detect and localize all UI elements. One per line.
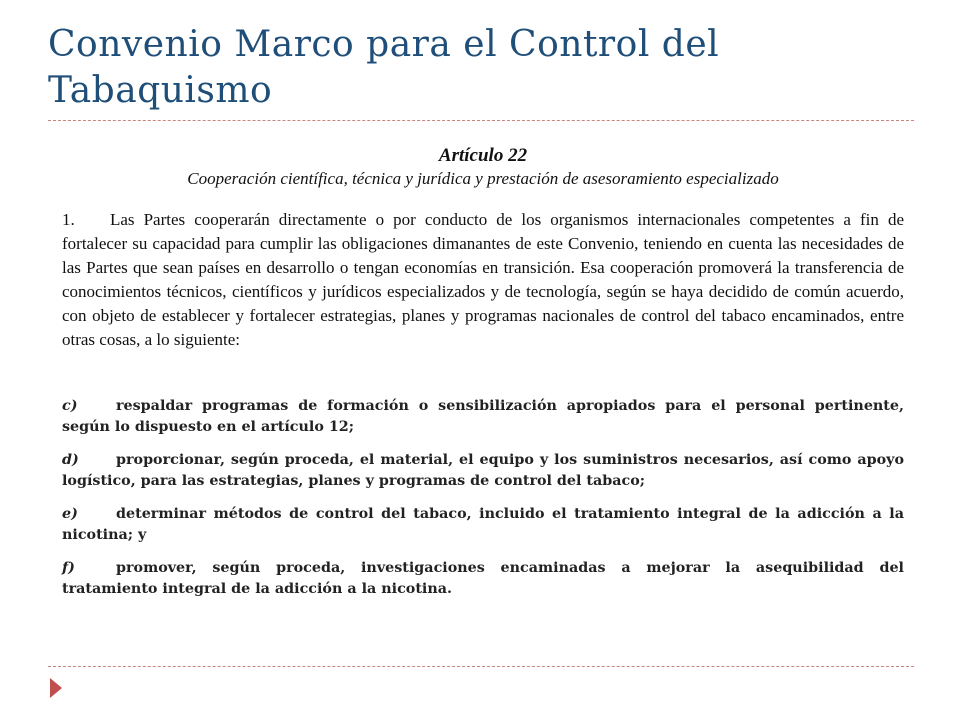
footer-divider — [48, 666, 914, 667]
item-list — [62, 396, 904, 600]
item-letter: d) — [62, 452, 79, 468]
item-letter: e) — [62, 506, 78, 522]
article-subheading: Cooperación científica, técnica y jurídica y prestación de asesoramiento especializado — [187, 169, 779, 188]
triangle-right-icon — [50, 678, 62, 698]
item-text: proporcionar, según proceda, el material, el equipo y los suministros necesarios, así como apoyo logístico, para las estrategias, planes y programas de control del tabaco; — [62, 452, 904, 489]
paragraph-number: 1. — [62, 210, 75, 229]
item-text: promover, según proceda, investigaciones encaminadas a mejorar la asequibilidad del tratamiento integral de la adicción a la nicotina. — [62, 560, 904, 597]
list-item — [62, 504, 904, 546]
item-text: respaldar programas de formación o sensibilización apropiados para el personal pertinente, según lo dispuesto en el artículo 12; — [62, 398, 904, 435]
list-item — [62, 396, 904, 438]
item-letter: c) — [62, 398, 78, 414]
slide-title: Convenio Marco para el Control del Tabaquismo — [48, 24, 720, 111]
article-paragraph — [62, 208, 904, 352]
list-item — [62, 558, 904, 600]
article-heading: Artículo 22 — [438, 145, 528, 166]
article-excerpt — [62, 144, 904, 612]
list-item — [62, 450, 904, 492]
paragraph-text: Las Partes cooperarán directamente o por conducto de los organismos internacionales competentes a fin de fortalecer su capacidad para cumplir las obligaciones dimanantes de este Convenio, teniendo en cuenta las necesidades de las Partes que sean países en desarrollo o tengan economías en transición. Esa cooperación promoverá la transferencia de conocimientos técnicos, científicos y jurídicos especializados y de tecnología, según se haya decidido de común acuerdo, con objeto de establecer y fortalecer estrategias, planes y programas nacionales de control del tabaco encaminados, entre otras cosas, a lo siguiente: — [62, 210, 904, 349]
item-letter: f) — [62, 560, 75, 576]
title-divider — [48, 120, 914, 121]
item-text: determinar métodos de control del tabaco, incluido el tratamiento integral de la adicción a la nicotina; y — [62, 506, 904, 543]
